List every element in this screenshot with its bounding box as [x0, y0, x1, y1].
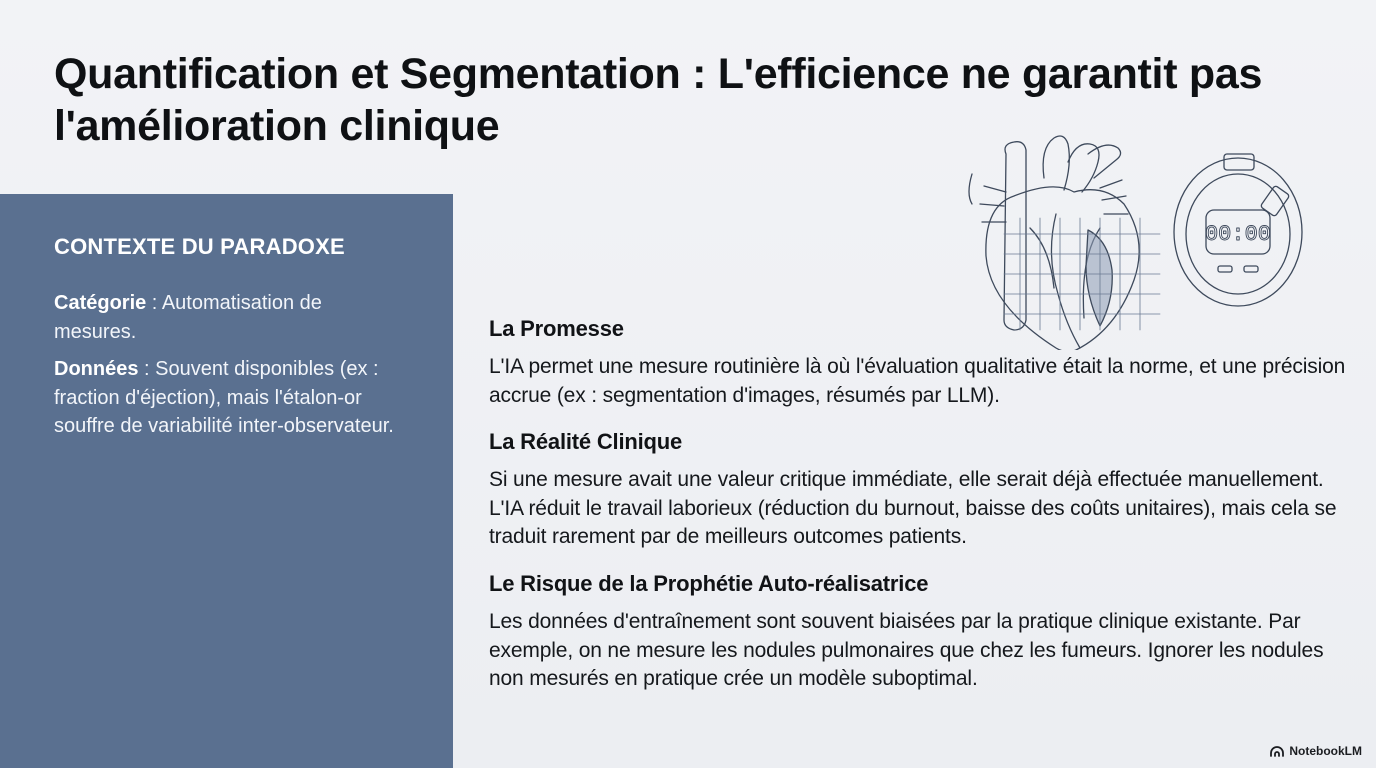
promise-body: L'IA permet une mesure routinière là où l'évaluation qualitative était la norme, et une précision accrue (ex : segmentation d'images, résumés par LLM). [489, 355, 1346, 407]
category-value: : Automatisation de mesures. [54, 292, 322, 343]
clinical-reality-title: La Réalité Clinique [489, 429, 683, 454]
promise-title: La Promesse [489, 316, 624, 341]
context-data [54, 355, 394, 441]
context-panel [0, 194, 453, 768]
clinical-reality-body: Si une mesure avait une valeur critique immédiate, elle serait déjà effectuée manuellement. L'IA réduit le travail laborieux (réduction du burnout, baisse des coûts unitaires), mais cela se traduit rarement par de meilleurs outcomes patients. [489, 468, 1337, 548]
self-fulfilling-risk-title: Le Risque de la Prophétie Auto-réalisatrice [489, 571, 929, 596]
category-label: Catégorie [54, 292, 147, 314]
self-fulfilling-risk-body: Les données d'entraînement sont souvent biaisées par la pratique clinique existante. Par exemple, on ne mesure les nodules pulmonaires que chez les fumeurs. Ignorer les nodules non mesurés en pratique crée un modèle suboptimal. [489, 610, 1324, 690]
data-value: : Souvent disponibles (ex : fraction d'éjection), mais l'étalon-or souffre de variabilité inter-observateur. [54, 358, 394, 437]
illustration [960, 118, 1316, 350]
notebooklm-brand [1270, 744, 1362, 758]
heart-with-grid-icon [969, 136, 1160, 350]
notebooklm-logo-icon [1270, 746, 1284, 757]
brand-label: NotebookLM [1289, 744, 1362, 758]
timer-display: 00:00 [1204, 222, 1272, 247]
data-label: Données [54, 358, 139, 380]
context-heading: CONTEXTE DU PARADOXE [54, 234, 345, 259]
digital-stopwatch-icon [1174, 154, 1302, 306]
context-category [54, 289, 394, 346]
slide-title: Quantification et Segmentation : L'efficience ne garantit pas l'amélioration clinique [54, 50, 1263, 150]
